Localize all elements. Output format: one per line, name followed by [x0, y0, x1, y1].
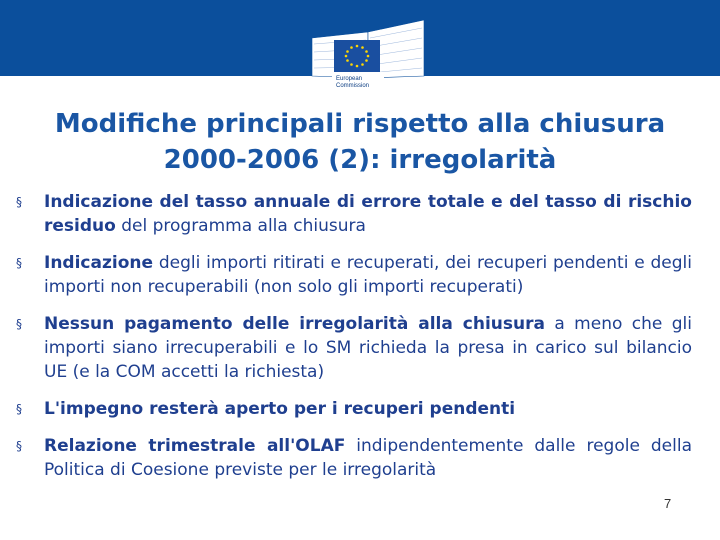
bullet-item — [16, 397, 692, 421]
bullet-bold-text: Relazione trimestrale all'OLAF — [44, 436, 346, 456]
bullet-marker: § — [16, 317, 22, 331]
logo-text — [336, 76, 369, 90]
bullet-marker: § — [16, 439, 22, 453]
bullet-text: degli importi ritirati e recuperati, dei recuperi pendenti e degli importi non recuperabili (non solo gli importi recuperati) — [44, 253, 692, 297]
bullet-item — [16, 190, 692, 238]
bullet-item — [16, 312, 692, 384]
bullet-text: del programma alla chiusura — [115, 216, 366, 236]
slide-title: Modifiche principali rispetto alla chiusura 2000-2006 (2): irregolarità — [54, 109, 666, 175]
bullet-marker: § — [16, 256, 22, 270]
bullet-item — [16, 434, 692, 482]
bullet-item — [16, 251, 692, 299]
bullet-marker: § — [16, 402, 22, 416]
bullet-bold-text: Indicazione — [44, 253, 154, 273]
bullet-text: a meno che gli importi siano irrecuperabili e lo SM richieda la presa in carico sul bilancio UE (e la COM accetti la richiesta) — [44, 314, 692, 382]
bullet-text: indipendentemente dalle regole della Politica di Coesione previste per le irregolarità — [44, 436, 692, 480]
bullet-list — [16, 190, 692, 495]
logo-line-2: Commission — [336, 83, 370, 89]
bullet-bold-text: Nessun pagamento delle irregolarità alla chiusura — [44, 314, 545, 334]
bullet-bold-text: Indicazione del tasso annuale di errore totale e del tasso di rischio residuo — [44, 192, 692, 236]
bullet-marker: § — [16, 195, 22, 209]
logo-line-1: European — [336, 76, 363, 82]
bullet-bold-text: L'impegno resterà aperto per i recuperi pendenti — [44, 399, 516, 419]
page-number: 7 — [664, 496, 672, 511]
